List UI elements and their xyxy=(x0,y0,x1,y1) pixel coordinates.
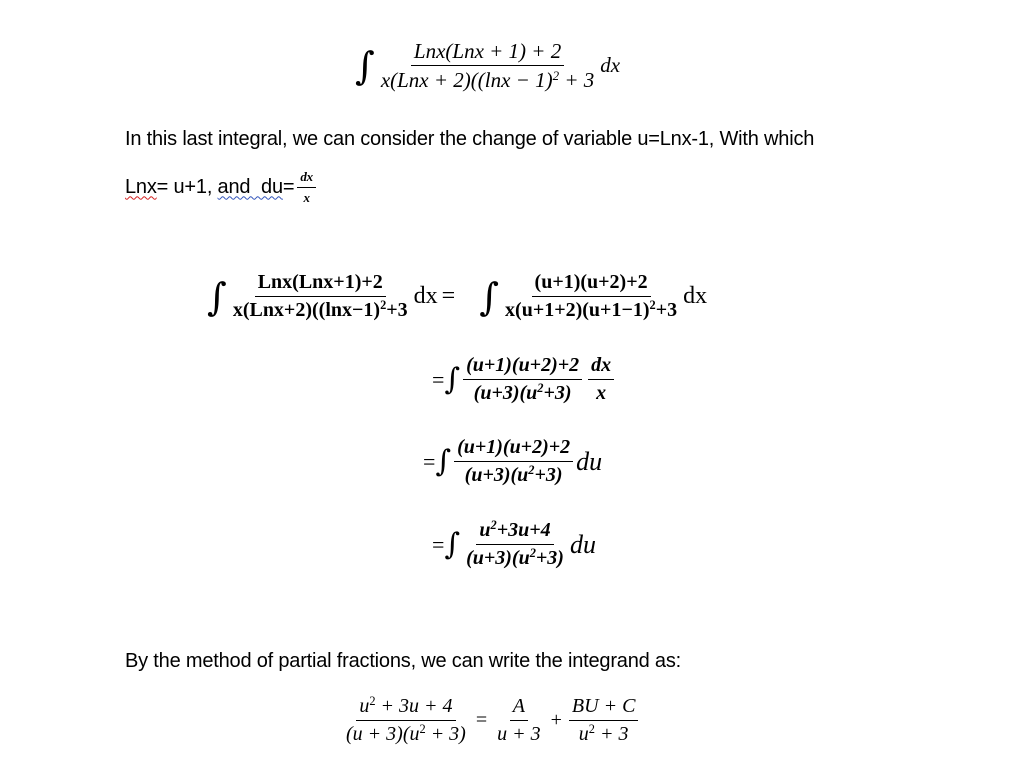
lhs-fraction xyxy=(230,272,411,321)
bu-c-fraction xyxy=(569,696,639,745)
integrand-fraction xyxy=(378,40,597,91)
step1-numerator: (u+1)(u+2)+2 xyxy=(463,355,582,380)
fraction-denominator: $x(Lnx + 2)((\ln x - 1)^2 + 3$ xyxy=(380,67,595,93)
step2-denominator: $(u+3)(u^2+3)$ xyxy=(464,463,563,486)
step2-differential: du xyxy=(576,446,603,476)
derivation-line-1 xyxy=(207,272,707,321)
rhs-numerator: (u+1)(u+2)+2 xyxy=(532,272,651,297)
lhs-denominator: $x(Lnx+2)((\ln x-1)^2+3$ xyxy=(232,298,408,321)
integral-sign: ∫ xyxy=(207,274,227,319)
integral-sign: ∫ xyxy=(444,526,461,562)
du-fraction-numerator: dx xyxy=(297,170,316,188)
equals-sign: = xyxy=(282,175,295,198)
step3-fraction xyxy=(463,520,567,569)
equals-prefix: = xyxy=(423,448,436,474)
bu-c-numerator: BU + C xyxy=(569,696,639,721)
and-du-text: and du xyxy=(217,175,283,198)
derivation-step-1 xyxy=(432,355,617,404)
integrand-fraction xyxy=(343,696,469,745)
rhs-fraction xyxy=(502,272,680,321)
partial-fractions-equation xyxy=(340,696,641,745)
x-denominator: x xyxy=(596,382,607,404)
bu-c-denominator: $u^2 + 3$ xyxy=(578,722,629,745)
step3-differential: du xyxy=(569,529,596,559)
lnx-word: Lnx xyxy=(125,175,157,198)
differential: dx xyxy=(600,53,621,78)
a-numerator: A xyxy=(510,696,528,721)
integral-sign: ∫ xyxy=(444,361,461,397)
integral-sign: ∫ xyxy=(355,43,375,88)
substitution-line xyxy=(125,170,319,204)
lhs-numerator: Lnx(Lnx+1)+2 xyxy=(255,272,386,297)
step1-fraction xyxy=(463,355,582,404)
step1-denominator: $(u+3)(u^2+3)$ xyxy=(473,381,572,404)
equals-sign: = xyxy=(475,709,488,731)
step2-numerator: (u+1)(u+2)+2 xyxy=(454,437,573,462)
top-integral xyxy=(355,40,620,91)
step3-denominator: $(u+3)(u^2+3)$ xyxy=(466,546,564,569)
rhs-denominator: $x(u+1+2)(u+1-1)^2+3$ xyxy=(505,298,678,321)
integral-sign: ∫ xyxy=(435,443,452,479)
equals-prefix: = xyxy=(432,531,445,557)
du-fraction-denominator: x xyxy=(303,189,310,205)
u-plus-one-text: = u+1, xyxy=(156,175,218,198)
a-fraction xyxy=(494,696,544,745)
dx-numerator: dx xyxy=(588,355,614,380)
du-fraction xyxy=(297,170,316,204)
derivation-step-2 xyxy=(423,437,602,486)
step3-numerator: $u^2+3u+4$ xyxy=(476,520,553,545)
lhs-differential: dx xyxy=(413,283,438,309)
integral-sign: ∫ xyxy=(479,274,500,319)
step2-fraction xyxy=(454,437,573,486)
rhs-differential: dx xyxy=(683,283,708,309)
fraction-numerator: Lnx(Lnx + 1) + 2 xyxy=(411,40,564,66)
equals-sign: = xyxy=(441,283,456,309)
paragraph-partial-fractions: By the method of partial fractions, we can write the integrand as: xyxy=(125,650,681,672)
paragraph-change-of-variable: In this last integral, we can consider the change of variable u=Lnx-1, With which xyxy=(125,128,815,150)
integrand-numerator: $u^2 + 3u + 4$ xyxy=(356,696,455,721)
a-denominator: u + 3 xyxy=(497,723,541,745)
integrand-denominator: $(u + 3)(u^2 + 3)$ xyxy=(346,722,466,745)
plus-sign: + xyxy=(550,709,562,731)
dx-over-x-fraction xyxy=(588,355,614,404)
derivation-step-3 xyxy=(432,520,596,569)
equals-prefix: = xyxy=(432,366,445,392)
